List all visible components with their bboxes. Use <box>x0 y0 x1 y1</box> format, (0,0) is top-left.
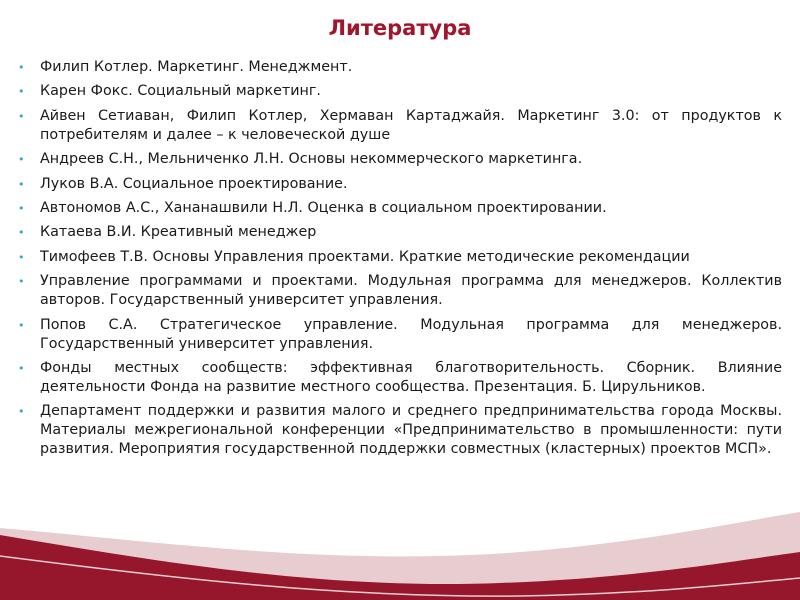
bullet-icon: • <box>18 153 25 167</box>
bullet-icon: • <box>18 250 25 264</box>
bullet-icon: • <box>18 201 25 215</box>
reference-text: Андреев С.Н., Мельниченко Л.Н. Основы некоммерческого маркетинга. <box>40 151 583 168</box>
reference-text: Управление программами и проектами. Модульная программа для менеджеров. Коллектив авторов. Государственный университет управления. <box>40 273 782 309</box>
reference-text: Луков В.А. Социальное проектирование. <box>40 175 348 192</box>
reference-text: Фонды местных сообществ: эффективная благотворительность. Сборник. Влияние деятельности Фонда на развитие местного сообщества. Презентация. Б. Цирульников. <box>40 359 782 395</box>
slide-title: Литература <box>328 16 472 40</box>
bullet-icon: • <box>18 318 25 332</box>
bullet-icon: • <box>18 226 25 240</box>
reference-text: Катаева В.И. Креативный менеджер <box>40 224 317 241</box>
reference-text: Автономов А.С., Хананашвили Н.Л. Оценка в социальном проектировании. <box>40 199 607 216</box>
bullet-icon: • <box>18 275 25 289</box>
bullet-icon: • <box>18 405 25 419</box>
reference-text: Тимофеев Т.В. Основы Управления проектами. Краткие методические рекомендации <box>40 248 690 265</box>
reference-text: Филип Котлер. Маркетинг. Менеджмент. <box>40 59 353 75</box>
reference-text: Департамент поддержки и развития малого и среднего предпринимательства города Москвы. Материалы межрегиональной конференции «Предпринимательство в промышленности: пути развития. Мероприятия государственной поддержки совместных (кластерных) проектов МСП». <box>40 403 782 458</box>
bullet-icon: • <box>18 177 25 191</box>
reference-text: Карен Фокс. Социальный маркетинг. <box>40 83 321 100</box>
reference-text: Айвен Сетиаван, Филип Котлер, Хермаван Картаджайя. Маркетинг 3.0: от продуктов к потребителям и далее – к человеческой душе <box>40 107 782 143</box>
bullet-icon: • <box>18 61 25 74</box>
bullet-icon: • <box>18 109 25 123</box>
reference-text: Попов С.А. Стратегическое управление. Модульная программа для менеджеров. Государственный университет управления. <box>40 316 782 352</box>
bullet-icon: • <box>18 85 25 99</box>
bullet-icon: • <box>18 361 25 375</box>
